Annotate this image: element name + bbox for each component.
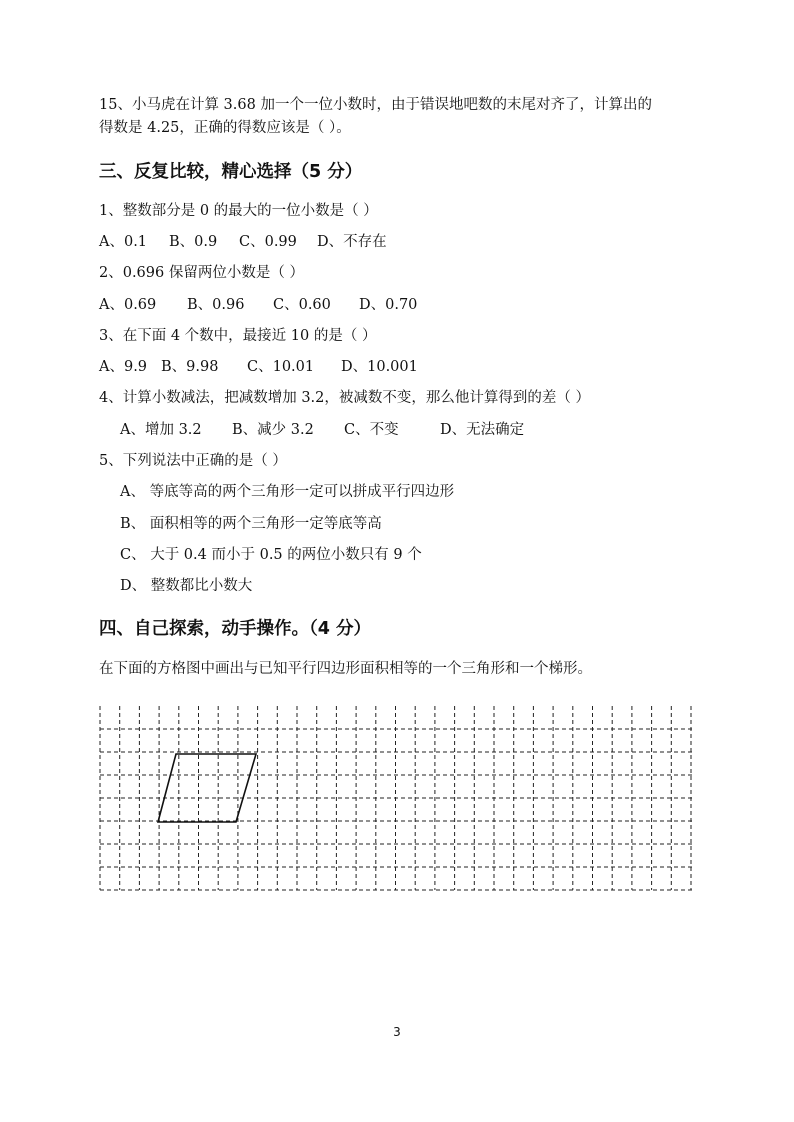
option-c: C、10.01 [247,359,315,375]
q15-line-1: 15、小马虎在计算 3.68 加一个一位小数时，由于错误地吧数的末尾对齐了，计算出的 [99,97,652,113]
option-d: D、10.001 [341,359,418,375]
question-3-options [99,357,418,377]
option-a: A、0.69 [99,297,157,313]
option-c: C、不变 [344,422,399,438]
option-b: B、9.98 [161,359,219,375]
given-parallelogram [158,754,256,822]
question-2-stem: 2、0.696 保留两位小数是（ ） [99,265,304,281]
question-3-stem: 3、在下面 4 个数中，最接近 10 的是（ ） [99,328,377,344]
option-c: C、0.60 [273,297,331,313]
question-2-options [99,295,417,315]
option-b: B、0.96 [187,297,245,313]
option-a: A、0.1 [99,234,148,250]
page-number: 3 [393,1025,401,1039]
dashed-square-grid [96,704,696,894]
option-d: D、无法确定 [440,422,525,438]
question-5-option-d: D、 整数都比小数大 [120,578,253,594]
option-b: B、0.9 [169,234,218,250]
option-b: B、减少 3.2 [232,422,314,438]
section4-heading: 四、自己探索，动手操作。（4 分） [99,619,372,639]
question-4-stem: 4、计算小数减法，把减数增加 3.2，被减数不变，那么他计算得到的差（ ） [99,390,591,406]
question-4-options [120,420,524,440]
question-1-options [99,232,387,252]
section3-heading: 三、反复比较，精心选择（5 分） [99,162,363,182]
section4-instruction: 在下面的方格图中画出与已知平行四边形面积相等的一个三角形和一个梯形。 [99,661,592,677]
grid-horizontal-lines [100,729,692,890]
question-5-option-a: A、 等底等高的两个三角形一定可以拼成平行四边形 [120,484,455,500]
q15-line-2: 得数是 4.25，正确的得数应该是（ ）。 [99,120,351,136]
question-5-option-b: B、 面积相等的两个三角形一定等底等高 [120,516,382,532]
option-d: D、0.70 [359,297,418,313]
option-a: A、增加 3.2 [120,422,202,438]
question-5-stem: 5、下列说法中正确的是（ ） [99,453,287,469]
option-a: A、9.9 [99,359,148,375]
option-d: D、不存在 [317,234,387,250]
question-5-option-c: C、 大于 0.4 而小于 0.5 的两位小数只有 9 个 [120,547,422,563]
option-c: C、0.99 [239,234,297,250]
question-1-stem: 1、整数部分是 0 的最大的一位小数是（ ） [99,203,378,219]
